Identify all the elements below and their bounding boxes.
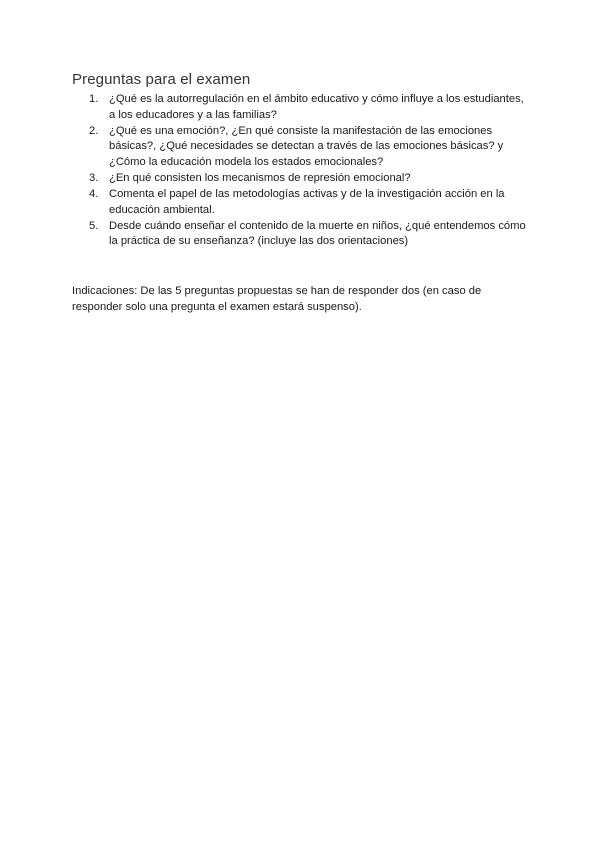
- question-item-5: [72, 219, 532, 250]
- question-item-2: [72, 124, 532, 171]
- question-number: 3.: [89, 171, 99, 184]
- question-number: 1.: [89, 93, 99, 105]
- question-number: 5.: [89, 219, 99, 232]
- document-title: Preguntas para el examen: [72, 71, 251, 88]
- question-text: ¿Qué es una emoción?, ¿En qué consiste la manifestación de las emociones básicas?, ¿Qué necesidades se detectan a través de las emociones básicas? y ¿Cómo la educación modela los estados emocionales?: [109, 124, 504, 168]
- question-item-1: [72, 92, 532, 123]
- question-text: ¿En qué consisten los mecanismos de represión emocional?: [109, 171, 411, 184]
- question-number: 2.: [89, 124, 99, 137]
- exam-indications: Indicaciones: De las 5 preguntas propuestas se han de responder dos (en caso de responder solo una pregunta el examen estará suspenso).: [72, 285, 482, 313]
- question-text: ¿Qué es la autorregulación en el ámbito educativo y cómo influye a los estudiantes, a los educadores y a las familias?: [109, 93, 524, 121]
- question-number: 4.: [89, 188, 99, 201]
- question-text: Desde cuándo enseñar el contenido de la muerte en niños, ¿qué entendemos cómo la práctica de su enseñanza? (incluye las dos orientaciones): [109, 219, 526, 248]
- question-text: Comenta el papel de las metodologías activas y de la investigación acción en la educación ambiental.: [109, 188, 505, 216]
- question-list: [72, 92, 532, 250]
- question-item-3: [72, 171, 532, 187]
- question-item-4: [72, 187, 532, 218]
